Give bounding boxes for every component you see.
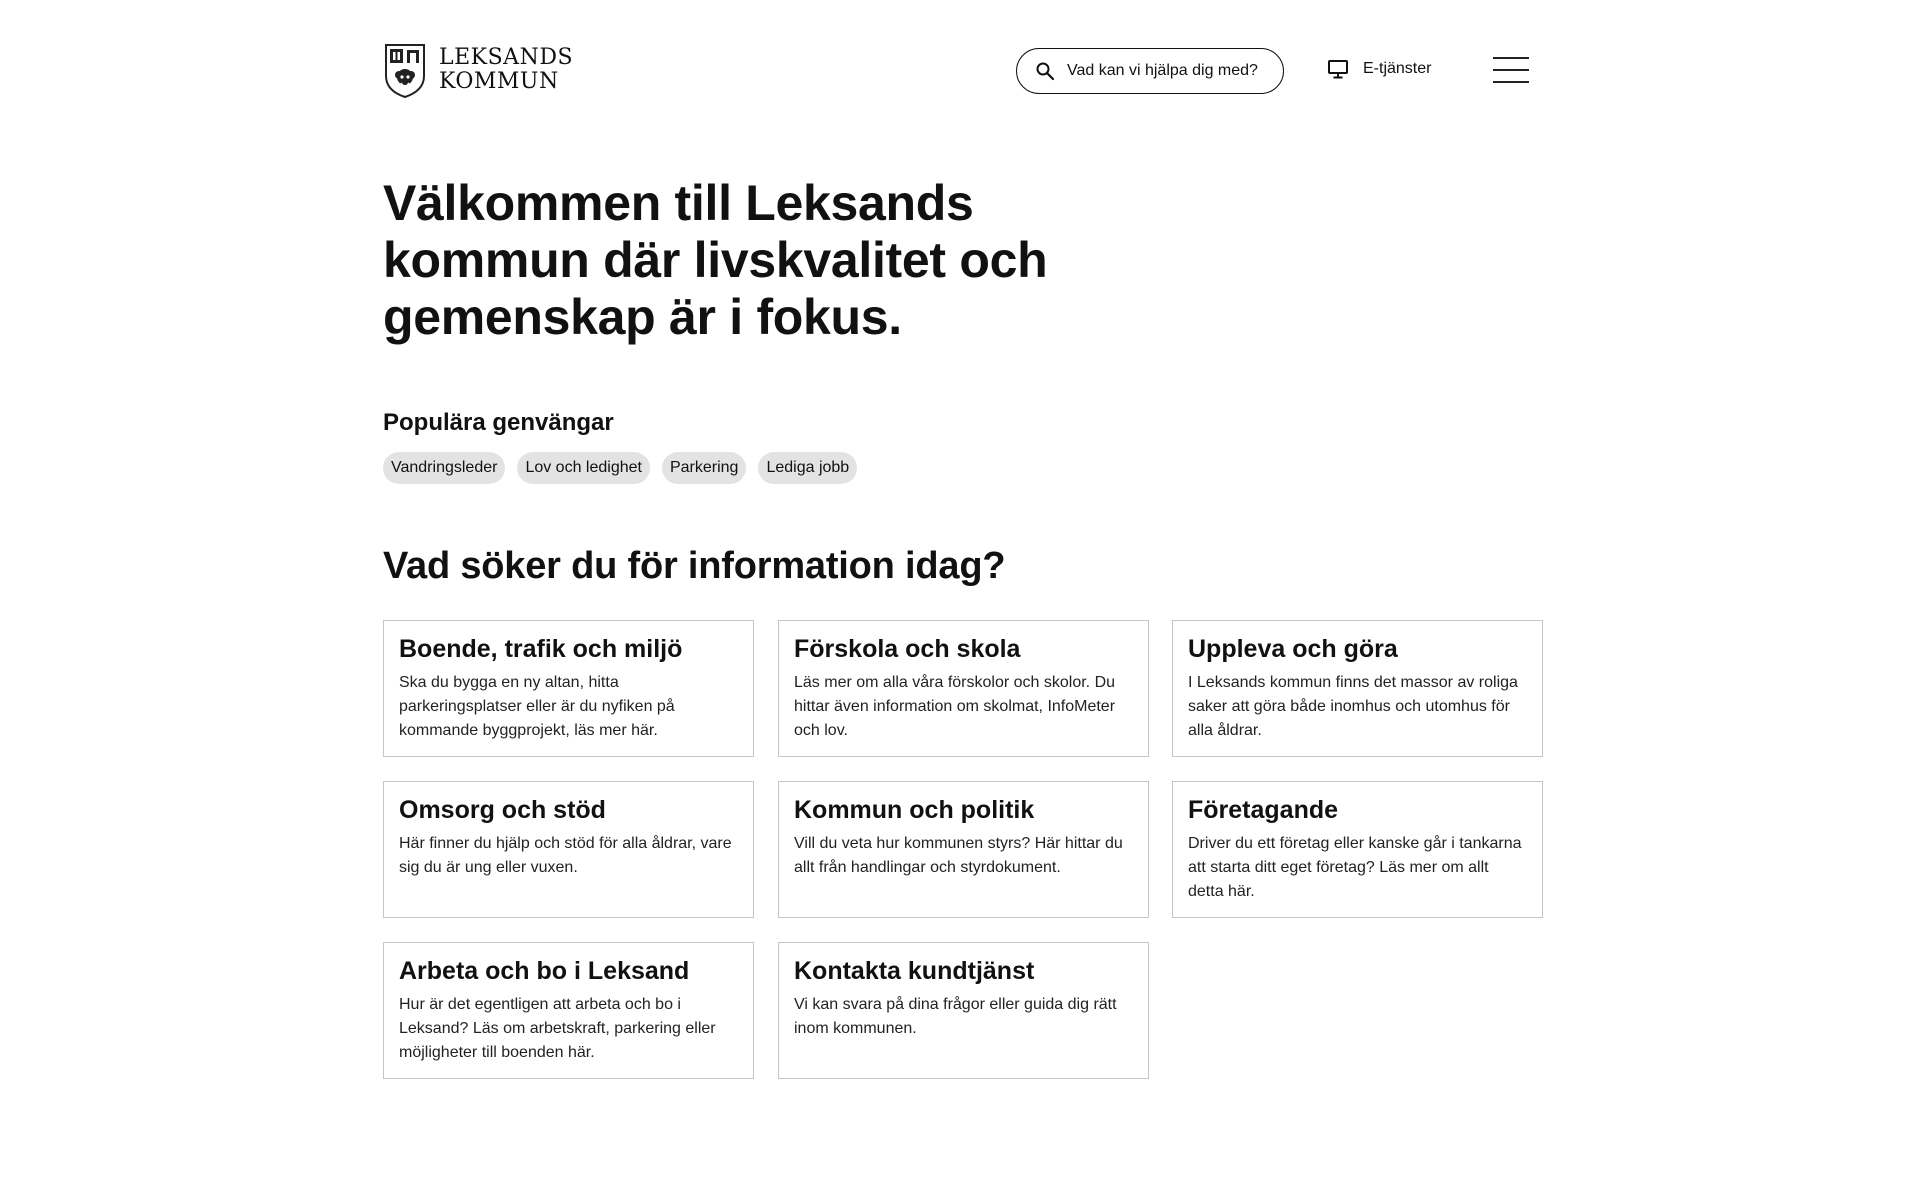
- info-card-arbeta[interactable]: [383, 942, 754, 1079]
- search-icon: [1035, 61, 1055, 81]
- info-card-title: Förskola och skola: [794, 635, 1021, 663]
- shortcuts-heading: Populära genvängar: [383, 409, 614, 436]
- search-button[interactable]: [1016, 48, 1284, 94]
- hamburger-menu-button[interactable]: [1493, 55, 1529, 85]
- info-card-foretagande[interactable]: [1172, 781, 1543, 918]
- monitor-icon: [1327, 58, 1349, 80]
- info-card-title: Omsorg och stöd: [399, 796, 606, 824]
- info-card-uppleva[interactable]: [1172, 620, 1543, 757]
- info-card-title: Företagande: [1188, 796, 1339, 824]
- hero-heading: [383, 175, 1103, 346]
- logo-line-1: LEKSANDS: [439, 45, 574, 70]
- info-card-text: Ska du bygga en ny altan, hitta parkeringsplatser eller är du nyfiken på kommande byggprojekt, läs mer här.: [399, 674, 675, 739]
- info-card-text: Här finner du hjälp och stöd för alla åldrar, vare sig du är ung eller vuxen.: [399, 835, 732, 876]
- info-card-title: Kontakta kundtjänst: [794, 957, 1035, 985]
- shortcut-chip-lov-och-ledighet[interactable]: Lov och ledighet: [517, 452, 650, 484]
- coat-of-arms-icon: [383, 42, 427, 98]
- info-card-text: Vill du veta hur kommunen styrs? Här hittar du allt från handlingar och styrdokument.: [794, 835, 1123, 876]
- site-header: [383, 42, 1543, 104]
- hero-line-1: Välkommen till Leksands: [383, 175, 974, 231]
- info-card-kundtjanst[interactable]: [778, 942, 1149, 1079]
- info-card-text: Läs mer om alla våra förskolor och skolor. Du hittar även information om skolmat, InfoMeter och lov.: [794, 674, 1116, 739]
- info-card-boende[interactable]: [383, 620, 754, 757]
- shortcut-chip-lediga-jobb[interactable]: Lediga jobb: [758, 452, 857, 484]
- info-card-omsorg[interactable]: [383, 781, 754, 918]
- info-card-kommun[interactable]: [778, 781, 1149, 918]
- shortcut-chip-vandringsleder[interactable]: Vandringsleder: [383, 452, 505, 484]
- hero-line-2: kommun där livskvalitet och: [383, 232, 1048, 288]
- info-card-title: Boende, trafik och miljö: [399, 635, 683, 663]
- logo-wordmark: [439, 46, 573, 94]
- info-card-text: I Leksands kommun finns det massor av roliga saker att göra både inomhus och utomhus för alla åldrar.: [1188, 674, 1518, 739]
- info-card-text: Driver du ett företag eller kanske går i tankarna att starta ditt eget företag? Läs mer om allt detta här.: [1188, 835, 1522, 900]
- shortcut-chip-parkering[interactable]: Parkering: [662, 452, 746, 484]
- info-card-title: Kommun och politik: [794, 796, 1035, 824]
- info-card-forskola[interactable]: [778, 620, 1149, 757]
- info-card-text: Hur är det egentligen att arbeta och bo i Leksand? Läs om arbetskraft, parkering eller möjligheter till boenden här.: [399, 996, 716, 1061]
- e-services-label: E-tjänster: [1363, 60, 1432, 77]
- site-logo-link[interactable]: [383, 42, 573, 98]
- info-card-title: Arbeta och bo i Leksand: [399, 957, 690, 985]
- info-card-text: Vi kan svara på dina frågor eller guida dig rätt inom kommunen.: [794, 996, 1117, 1037]
- search-placeholder: Vad kan vi hjälpa dig med?: [1067, 62, 1258, 79]
- logo-line-2: KOMMUN: [439, 69, 559, 94]
- info-section-heading: Vad söker du för information idag?: [383, 545, 1006, 587]
- hero-line-3: gemenskap är i fokus.: [383, 289, 902, 345]
- shortcut-chips: [383, 452, 857, 484]
- e-services-link[interactable]: [1327, 58, 1431, 80]
- info-card-title: Uppleva och göra: [1188, 635, 1398, 663]
